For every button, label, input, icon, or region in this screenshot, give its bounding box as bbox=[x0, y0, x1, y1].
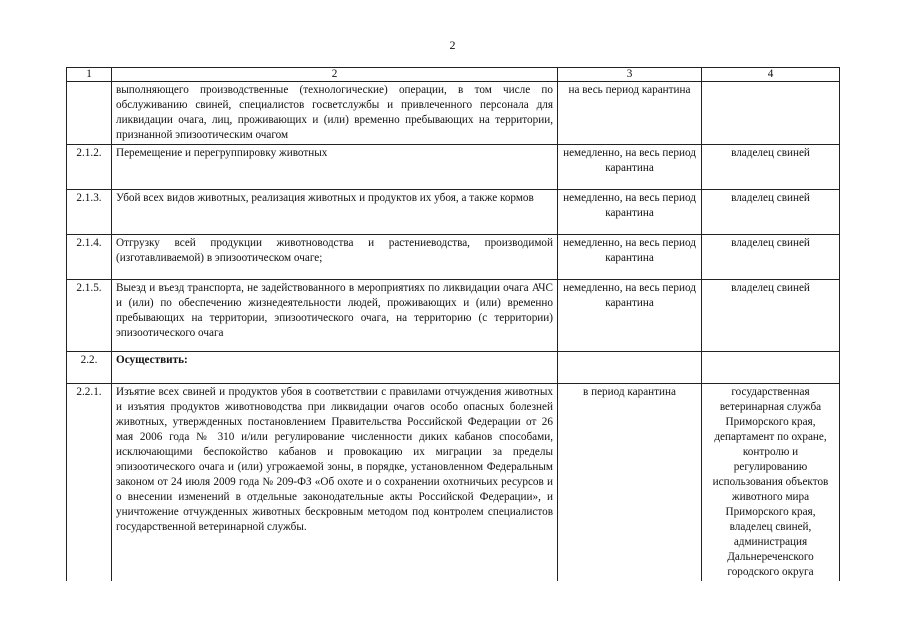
row-term: в период карантина bbox=[558, 384, 702, 582]
row-responsible: владелец свиней bbox=[702, 280, 840, 352]
table-header-row bbox=[67, 68, 840, 82]
table-row bbox=[67, 145, 840, 190]
row-number: 2.1.5. bbox=[67, 280, 112, 352]
header-col-3: 3 bbox=[558, 68, 702, 82]
row-term: на весь период карантина bbox=[558, 82, 702, 145]
row-responsible: владелец свиней bbox=[702, 145, 840, 190]
header-col-1: 1 bbox=[67, 68, 112, 82]
row-number: 2.1.3. bbox=[67, 190, 112, 235]
row-responsible: владелец свиней bbox=[702, 190, 840, 235]
row-term: немедленно, на весь период карантина bbox=[558, 190, 702, 235]
row-number: 2.1.2. bbox=[67, 145, 112, 190]
header-col-2: 2 bbox=[112, 68, 558, 82]
measures-table bbox=[66, 67, 840, 581]
row-text: Выезд и въезд транспорта, не задействованного в мероприятиях по ликвидации очага АЧС и (или) по обеспечению жизнедеятельности людей, проживающих и (или) временно пребывающих на территории, эпизоотического очага, на территорию (с территории) эпизоотического очага bbox=[112, 280, 558, 352]
row-text: Перемещение и перегруппировку животных bbox=[112, 145, 558, 190]
table-row bbox=[67, 384, 840, 582]
row-text: выполняющего производственные (технологические) операции, в том числе по обслуживанию свиней, специалистов госветслужбы и привлеченного персонала для ликвидации очага, лиц, проживающих и (или) временно пребывающих на территории, признанной эпизоотическим очагом bbox=[112, 82, 558, 145]
row-responsible: владелец свиней bbox=[702, 235, 840, 280]
table-row bbox=[67, 280, 840, 352]
table-row bbox=[67, 82, 840, 145]
row-responsible bbox=[702, 82, 840, 145]
row-text: Изъятие всех свиней и продуктов убоя в соответствии с правилами отчуждения животных и изъятия продуктов животноводства при ликвидации очагов особо опасных болезней животных, утвержденных постановлением Правительства Российской Федерации от 26 мая 2006 года № 310 и/или регулирование численности диких кабанов способами, исключающими беспокойство кабанов и провокацию их миграции за пределы эпизоотического очага и (или) угрожаемой зоны, в порядке, установленном Федеральным законом от 24 июля 2009 года № 209-ФЗ «Об охоте и о сохранении охотничьих ресурсов и о внесении изменений в отдельные законодательные акты Российской Федерации», и уничтожение отчужденных животных бескровным методом под контролем специалистов государственной ветеринарной службы. bbox=[112, 384, 558, 582]
row-number: 2.2. bbox=[67, 352, 112, 384]
table-row bbox=[67, 235, 840, 280]
page-number: 2 bbox=[449, 38, 456, 52]
row-number bbox=[67, 82, 112, 145]
row-responsible bbox=[702, 352, 840, 384]
table-row bbox=[67, 352, 840, 384]
row-term: немедленно, на весь период карантина bbox=[558, 280, 702, 352]
section-heading: Осуществить: bbox=[112, 352, 558, 384]
row-responsible: государственная ветеринарная служба Приморского края, департамент по охране, контролю и регулированию использования объектов животного мира Приморского края, владелец свиней, администрация Дальнереченского городского округа bbox=[702, 384, 840, 582]
row-number: 2.2.1. bbox=[67, 384, 112, 582]
row-text: Отгрузку всей продукции животноводства и растениеводства, производимой (изготавливаемой) в эпизоотическом очаге; bbox=[112, 235, 558, 280]
row-term bbox=[558, 352, 702, 384]
row-text: Убой всех видов животных, реализация животных и продуктов их убоя, а также кормов bbox=[112, 190, 558, 235]
row-term: немедленно, на весь период карантина bbox=[558, 235, 702, 280]
header-col-4: 4 bbox=[702, 68, 840, 82]
table-row bbox=[67, 190, 840, 235]
row-term: немедленно, на весь период карантина bbox=[558, 145, 702, 190]
row-number: 2.1.4. bbox=[67, 235, 112, 280]
